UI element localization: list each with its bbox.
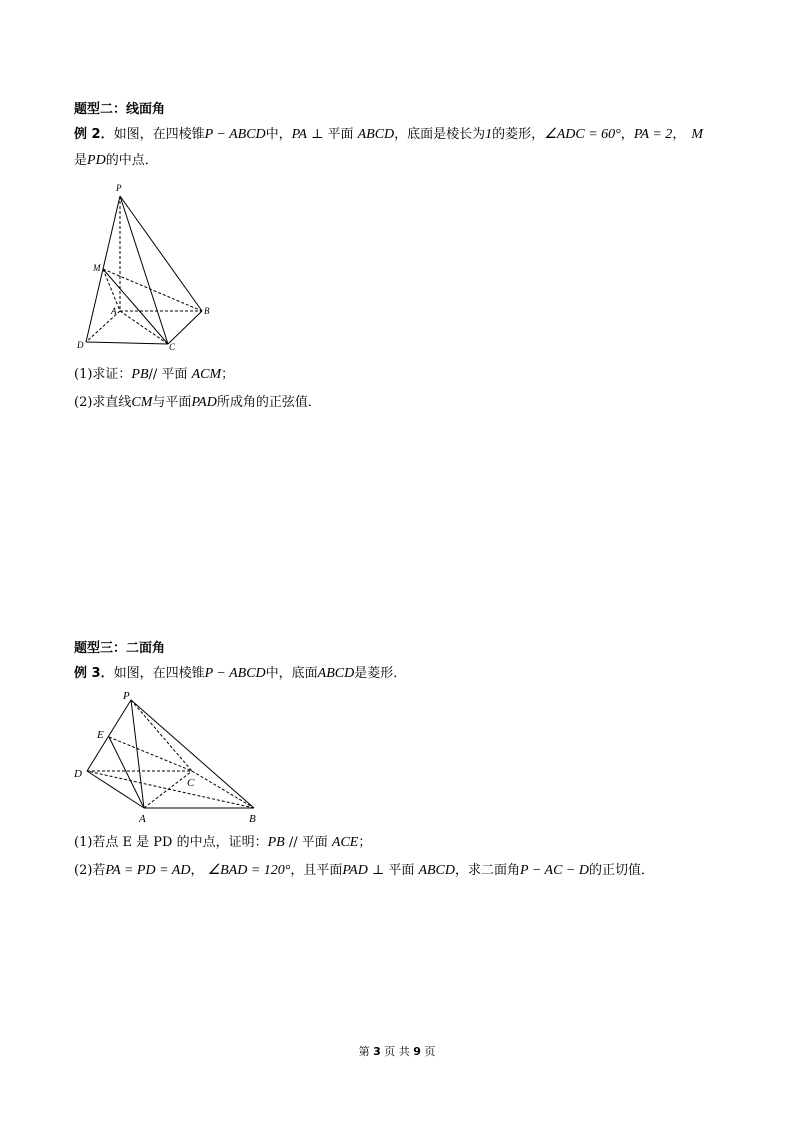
math-pa-2: PA = 2 <box>633 127 673 142</box>
text: (2)求直线 <box>74 395 132 410</box>
text: ，求二面角 <box>455 863 521 878</box>
math-pabcd: P − ABCD <box>204 127 266 142</box>
math-abcd: ABCD <box>357 127 395 142</box>
text: // 平面 <box>148 367 192 382</box>
text: 的中点． <box>105 153 158 168</box>
math-pd: PD <box>87 153 106 168</box>
example2-line1 <box>74 126 703 143</box>
page-footer <box>0 1043 794 1059</box>
example3-label: 例 3． <box>74 666 114 681</box>
math-pa-pd-ad: PA = PD = AD <box>105 863 191 878</box>
example2-label: 例 2． <box>74 127 114 142</box>
text: 与平面 <box>152 395 192 410</box>
example3-question2 <box>74 862 654 879</box>
example3-question1 <box>74 834 371 851</box>
text: 如图，在四棱锥 <box>113 666 205 681</box>
text: (1)求证： <box>74 367 132 382</box>
text: // 平面 <box>284 835 332 850</box>
text: ，底面是棱长为 <box>394 127 486 142</box>
text: 是 <box>74 153 88 168</box>
text: 中， <box>265 127 292 142</box>
text: (1)若点 E 是 PD 的中点，证明： <box>74 835 268 850</box>
label-m: M <box>93 263 101 273</box>
text: ，且平面 <box>290 863 343 878</box>
total-pages: 9 <box>413 1045 421 1058</box>
text: 如图，在四棱锥 <box>113 127 205 142</box>
text: ⊥ 平面 <box>306 127 358 142</box>
text: ， <box>672 127 686 142</box>
label-e: E <box>97 729 104 741</box>
text: 页 <box>424 1045 436 1058</box>
math-pacd: P − AC − D <box>520 863 589 878</box>
text: 所成角的正弦值． <box>216 395 321 410</box>
section-title-dihedral-angle: 题型三：二面角 <box>74 641 166 656</box>
label-b: B <box>204 306 210 316</box>
math-pad: PAD <box>342 863 368 878</box>
text: 是菱形． <box>354 666 407 681</box>
text: ， <box>620 127 634 142</box>
pyramid-figure-1 <box>70 182 230 352</box>
example2-question1 <box>74 366 234 383</box>
text: 第 <box>358 1045 370 1058</box>
math-pa: PA <box>291 127 307 142</box>
label-a: A <box>139 813 146 825</box>
label-c: C <box>169 342 176 352</box>
label-b: B <box>249 813 256 825</box>
label-d: D <box>77 340 84 350</box>
label-p: P <box>116 183 122 193</box>
label-a: A <box>111 306 117 316</box>
math-acm: ACM <box>191 367 222 382</box>
math-cm: CM <box>131 395 153 410</box>
text: ， <box>190 863 208 878</box>
math-angle-adc: ∠ADC = 60° <box>544 127 621 142</box>
label-d: D <box>74 768 82 780</box>
section-title-line-angle: 题型二：线面角 <box>74 102 166 117</box>
math-abcd: ABCD <box>317 666 355 681</box>
math-pabcd: P − ABCD <box>204 666 266 681</box>
example3-line1 <box>74 665 406 682</box>
math-angle-bad: ∠BAD = 120° <box>207 863 291 878</box>
pyramid-figure-2 <box>70 686 270 826</box>
text: 的正切值． <box>588 863 654 878</box>
example2-question2 <box>74 394 321 411</box>
text: 中，底面 <box>265 666 318 681</box>
text: (2)若 <box>74 863 106 878</box>
math-m: M <box>691 127 703 142</box>
math-abcd: ABCD <box>418 863 456 878</box>
text: 页 共 <box>384 1045 410 1058</box>
math-pb: PB <box>131 367 149 382</box>
label-p: P <box>123 690 130 702</box>
math-pb: PB <box>267 835 285 850</box>
math-ace: ACE <box>331 835 359 850</box>
math-one: 1 <box>485 127 493 142</box>
text: ； <box>358 835 372 850</box>
text: 的菱形， <box>492 127 545 142</box>
example2-line2 <box>74 152 158 169</box>
label-c: C <box>187 777 195 789</box>
text: ⊥ 平面 <box>367 863 419 878</box>
math-pad: PAD <box>191 395 217 410</box>
page-number: 3 <box>373 1045 381 1058</box>
text: ； <box>221 367 235 382</box>
